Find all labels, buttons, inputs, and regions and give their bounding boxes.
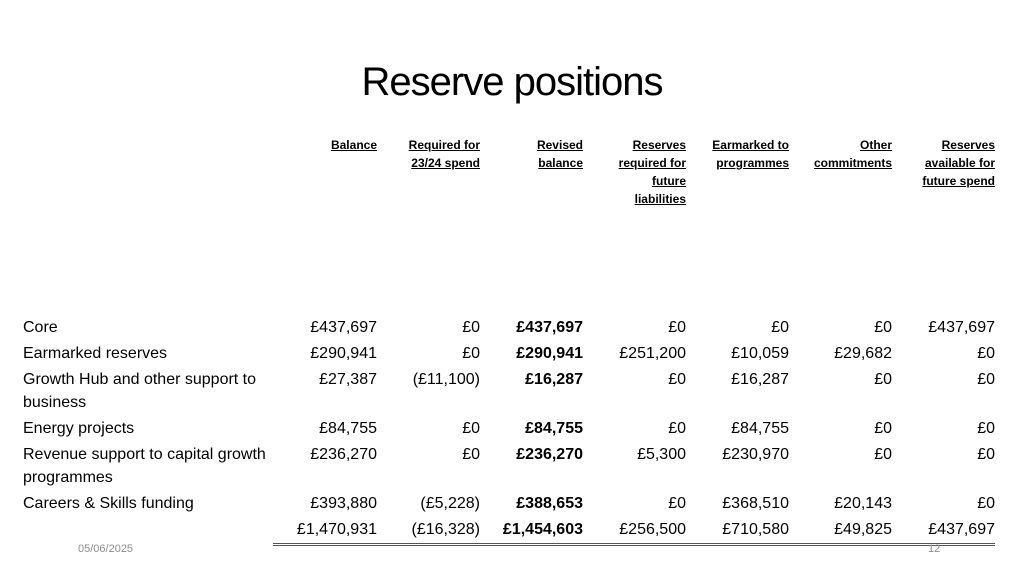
cell: £0 [462, 420, 480, 437]
total-cell: £1,454,603 [480, 516, 583, 545]
row-label: Core [23, 319, 58, 336]
cell: £0 [462, 446, 480, 463]
cell: £0 [874, 371, 892, 388]
column-header: Reserves available for future spend [922, 138, 995, 188]
column-header: Reserves required for future liabilities [618, 138, 686, 206]
cell: £368,510 [722, 495, 789, 512]
table-row [18, 314, 995, 340]
column-header: Earmarked to programmes [712, 138, 789, 170]
cell: £0 [668, 371, 686, 388]
cell: £290,941 [516, 345, 583, 362]
slide-title: Reserve positions [361, 60, 663, 104]
cell: £16,287 [731, 371, 789, 388]
table-row [18, 415, 995, 441]
cell: £84,755 [319, 420, 377, 437]
totals-label-blank [18, 516, 273, 545]
cell: £437,697 [516, 319, 583, 336]
cell: £0 [977, 371, 995, 388]
cell: £388,653 [516, 495, 583, 512]
cell: £0 [462, 319, 480, 336]
column-header: Balance [330, 138, 377, 152]
cell: £0 [874, 420, 892, 437]
header-label-blank [18, 136, 273, 314]
cell: £437,697 [928, 319, 995, 336]
cell: £393,880 [310, 495, 377, 512]
cell: £0 [977, 345, 995, 362]
cell: £0 [977, 420, 995, 437]
cell: £0 [771, 319, 789, 336]
total-cell: (£16,328) [377, 516, 480, 545]
cell: £0 [874, 446, 892, 463]
cell: £84,755 [731, 420, 789, 437]
cell: £16,287 [525, 371, 583, 388]
cell: £0 [977, 495, 995, 512]
cell: £290,941 [310, 345, 377, 362]
cell: £230,970 [722, 446, 789, 463]
column-header: Other commitments [813, 138, 892, 170]
cell: (£5,228) [420, 495, 480, 512]
cell: £20,143 [834, 495, 892, 512]
cell: £0 [462, 345, 480, 362]
total-cell: £1,470,931 [273, 516, 377, 545]
header-row [18, 136, 995, 314]
table-row [18, 441, 995, 490]
cell: £0 [977, 446, 995, 463]
column-header: Revised balance [536, 138, 583, 170]
total-cell: £710,580 [686, 516, 789, 545]
row-label: Careers & Skills funding [23, 495, 194, 512]
footer-page-number: 12 [928, 543, 941, 555]
row-label: Energy projects [23, 420, 135, 437]
row-label: Growth Hub and other support to business [23, 371, 257, 411]
cell: £236,270 [310, 446, 377, 463]
cell: (£11,100) [412, 371, 480, 388]
cell: £236,270 [516, 446, 583, 463]
cell: £437,697 [310, 319, 377, 336]
total-cell: £49,825 [789, 516, 892, 545]
cell: £0 [668, 319, 686, 336]
cell: £0 [668, 420, 686, 437]
row-label: Revenue support to capital growth programmes [23, 446, 266, 486]
table-row [18, 340, 995, 366]
footer-date: 05/06/2025 [78, 543, 134, 555]
cell: £0 [668, 495, 686, 512]
cell: £10,059 [731, 345, 789, 362]
cell: £5,300 [637, 446, 686, 463]
cell: £27,387 [319, 371, 377, 388]
table-row [18, 490, 995, 516]
cell: £84,755 [525, 420, 583, 437]
total-cell: £256,500 [583, 516, 686, 545]
cell: £0 [874, 319, 892, 336]
totals-row [18, 516, 995, 545]
cell: £251,200 [619, 345, 686, 362]
column-header: Required for 23/24 spend [408, 138, 480, 170]
total-cell: £437,697 [892, 516, 995, 545]
table-row [18, 366, 995, 415]
cell: £29,682 [834, 345, 892, 362]
reserves-table [18, 136, 995, 546]
row-label: Earmarked reserves [23, 345, 168, 362]
